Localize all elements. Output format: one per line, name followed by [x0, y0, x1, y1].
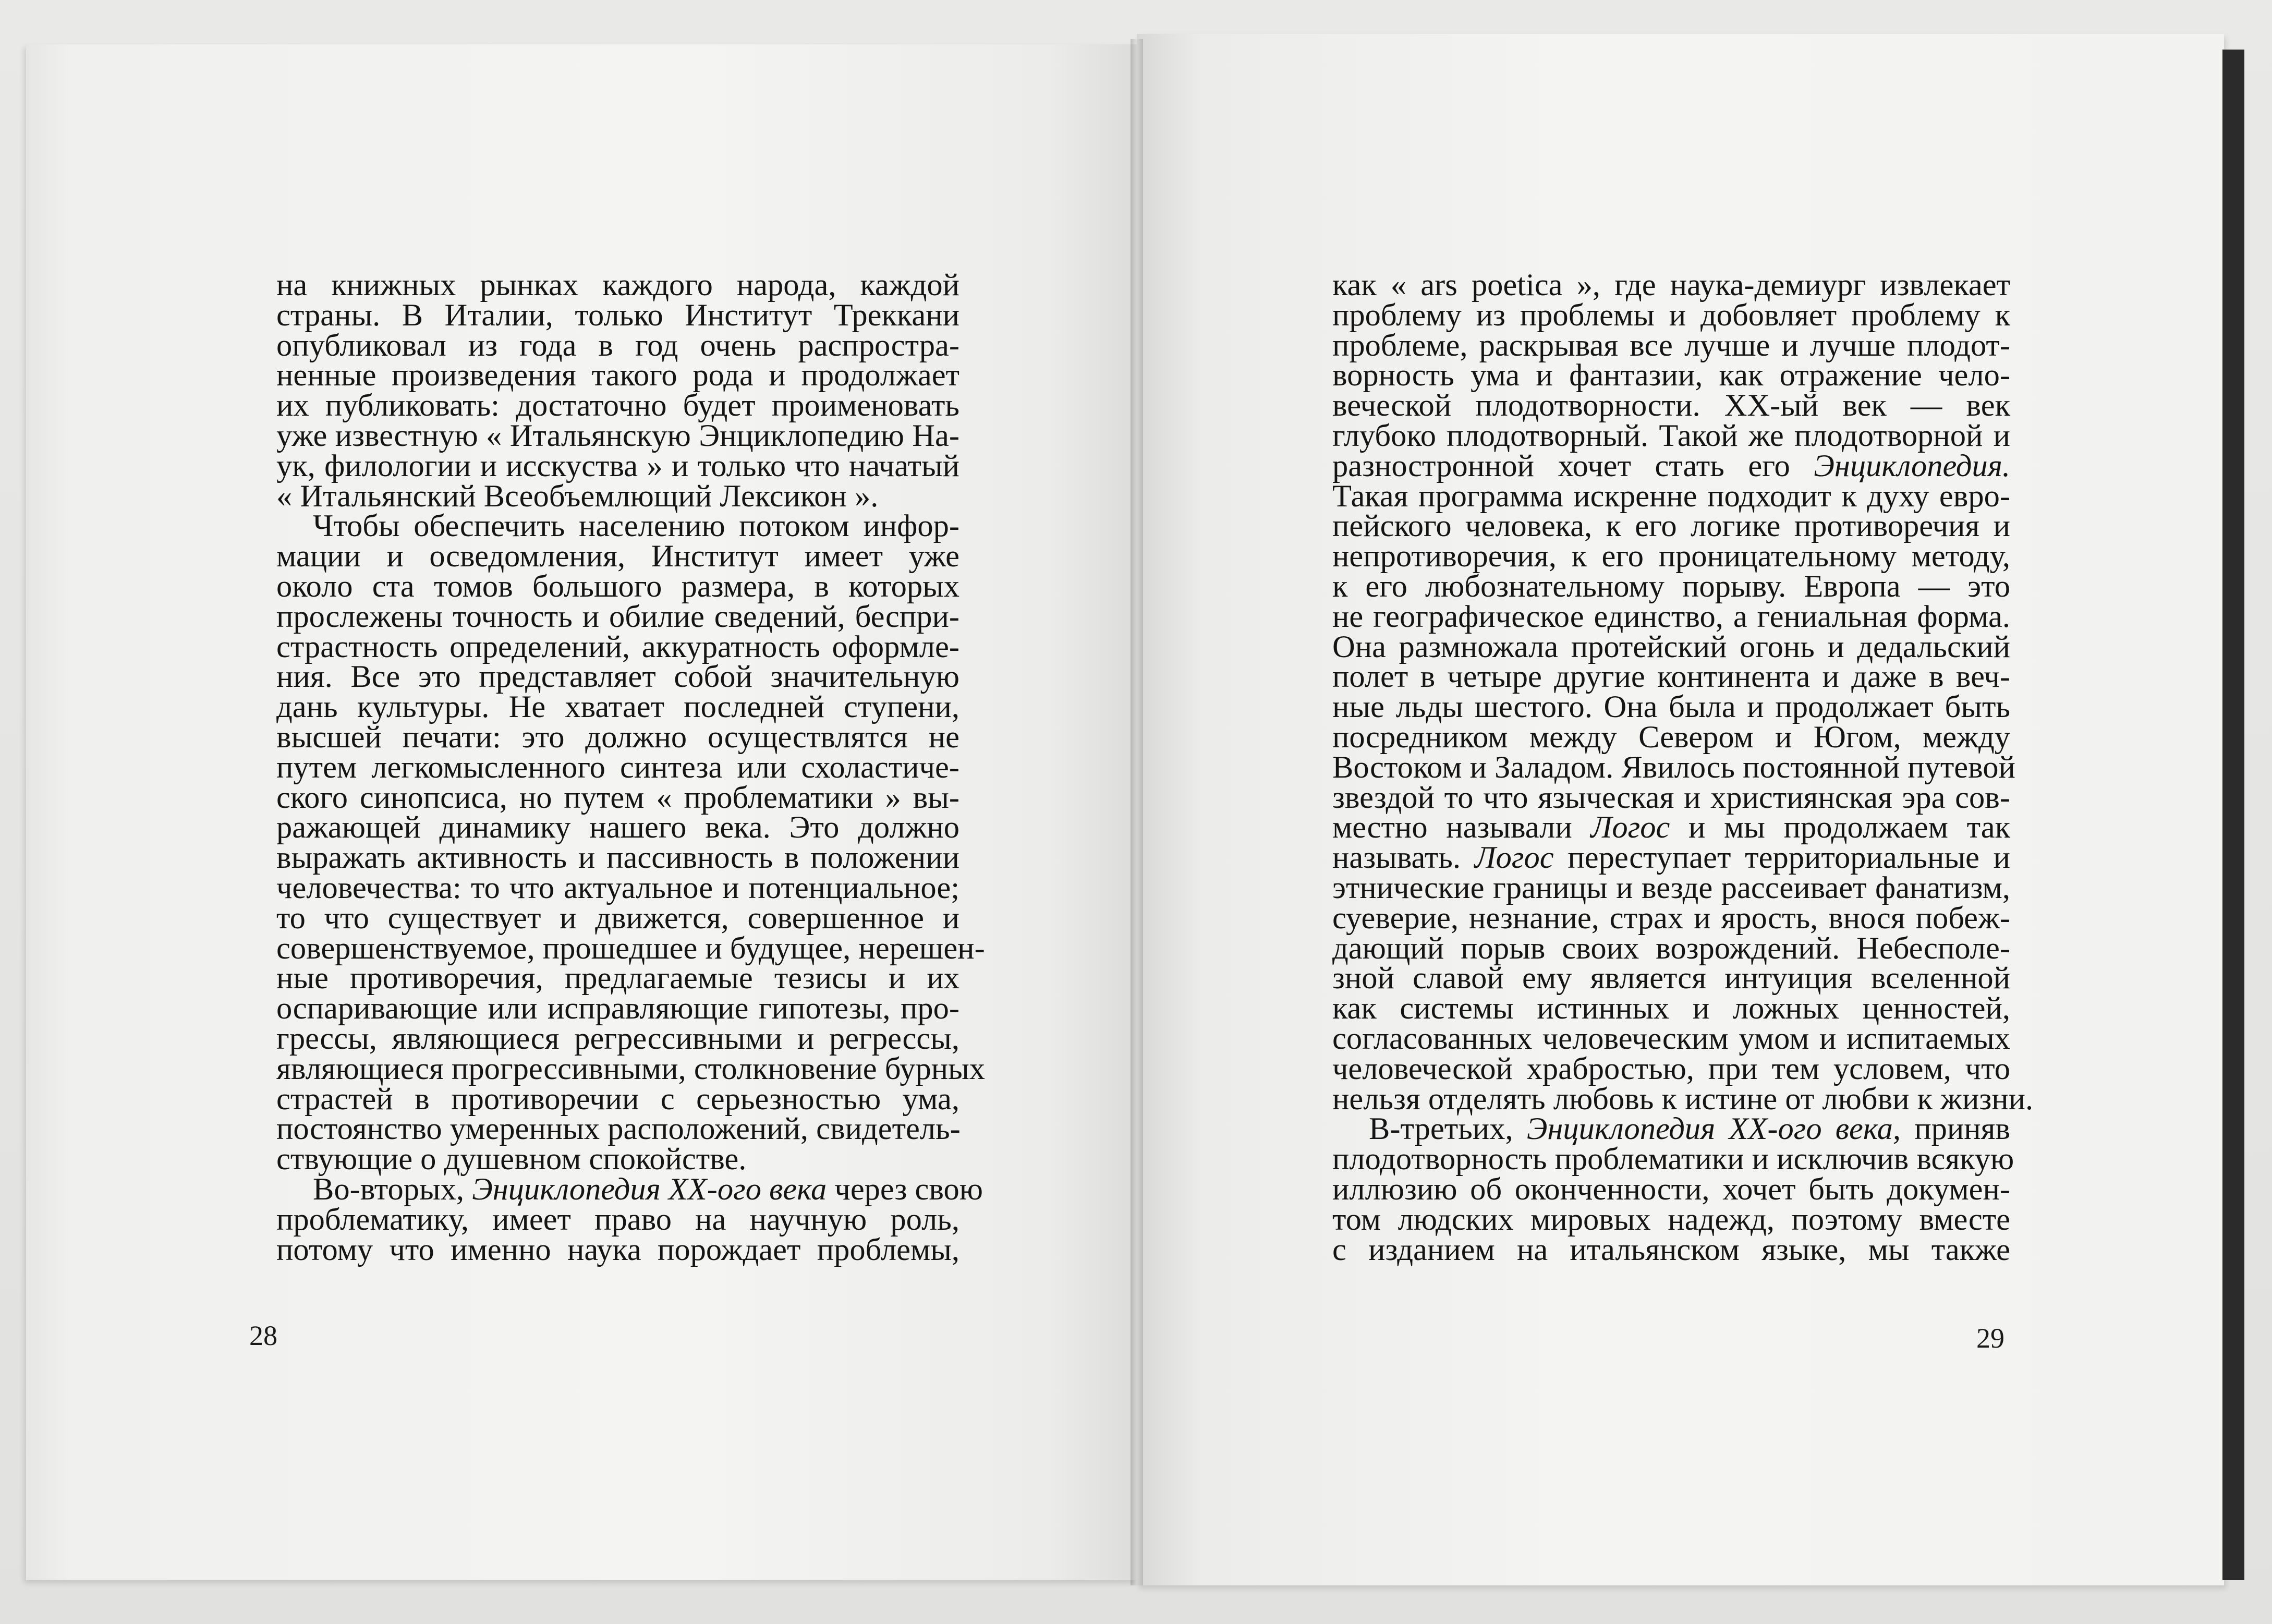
text-line: страстность определений, аккуратность оформле-	[276, 629, 959, 664]
text-line: согласованных человеческим умом и испитаемых	[1332, 1021, 2010, 1056]
text-line: то что существует и движется, совершенное и	[276, 900, 959, 936]
italic-title: Энциклопедия.	[1814, 448, 2010, 483]
text-line: нельзя отделять любовь к истине от любви к жизни.	[1332, 1081, 2034, 1117]
text-line: непротиворечия, к его проницательному методу,	[1332, 539, 2010, 574]
text-line: как « ars poetica », где наука-демиург извлекает	[1332, 268, 2010, 302]
text-line: путем легкомысленного синтеза или схоластиче-	[276, 749, 959, 785]
text-line: с изданием на итальянском языке, мы также	[1332, 1232, 2010, 1267]
text-line: мации и осведомления, Институт имеет уже	[276, 539, 959, 574]
text-line: Востоком и Заладом. Явилось постоянной путевой	[1332, 749, 2015, 785]
page-number-right: 29	[1976, 1323, 2004, 1354]
text-line: высшей печати: это должно осуществлятся не	[276, 719, 959, 755]
text-line	[1332, 1111, 2010, 1147]
text-line: глубоко плодотворный. Такой же плодотворной и	[1332, 418, 2010, 453]
text-line: постоянство умеренных расположений, свидетель-	[276, 1111, 961, 1147]
text-line: около ста томов большого размера, в которых	[276, 568, 959, 604]
text-line: не географическое единство, а гениальная форма.	[1332, 599, 2010, 634]
text-line: пейского человека, к его логике противоречия и	[1332, 508, 2010, 544]
text-fragment: через свою	[834, 1171, 983, 1207]
text-fragment: местно называли	[1332, 810, 1591, 845]
text-line: посредником между Севером и Югом, между	[1332, 719, 2010, 755]
text-line: зной славой ему является интуиция вселенной	[1332, 961, 2010, 996]
text-line: дающий порыв своих возрождений. Небесполе-	[1332, 930, 2010, 966]
text-line: потому что именно наука порождает проблемы,	[276, 1232, 959, 1267]
text-line: опубликовал из года в год очень распростра-	[276, 328, 959, 363]
text-line: оспаривающие или исправляющие гипотезы, про-	[276, 991, 959, 1026]
text-line: ского синопсиса, но путем « проблематики » вы-	[276, 780, 959, 815]
text-line	[1332, 810, 2011, 845]
text-line: грессы, являющиеся регрессивными и регрессы,	[276, 1021, 959, 1056]
text-line	[1332, 448, 2010, 483]
text-fragment: называть.	[1332, 840, 1475, 876]
text-line: иллюзию об оконченности, хочет быть докумен-	[1332, 1171, 2010, 1207]
text-line: ук, филологии и исскуства » и только что начатый	[276, 448, 959, 483]
text-line: Она размножала протейский огонь и дедальский	[1332, 629, 2010, 664]
text-line: этнические границы и везде рассеивает фанатизм,	[1332, 870, 2010, 905]
text-line: страстей в противоречии с серьезностью ума,	[276, 1081, 959, 1117]
text-line: являющиеся прогрессивными, столкновение бурных	[276, 1051, 986, 1086]
text-fragment: переступает территориальные и	[1553, 840, 2010, 876]
text-line: их публиковать: достаточно будет проименовать	[276, 388, 959, 423]
italic-word: Логос	[1474, 840, 1554, 876]
text-line: человеческой храбростью, при тем условем, что	[1332, 1051, 2010, 1086]
text-fragment: и мы продолжаем так	[1670, 810, 2011, 845]
text-fragment: Во-вторых,	[313, 1171, 472, 1207]
left-page-text	[276, 268, 986, 1267]
text-line: на книжных рынках каждого народа, каждой	[276, 268, 959, 302]
book-cover-edge	[2222, 50, 2244, 1580]
text-line: « Итальянский Всеобъемлющий Лексикон ».	[276, 478, 879, 514]
text-line: ненные произведения такого рода и продолжает	[276, 358, 959, 393]
text-line: ражающей динамику нашего века. Это должно	[276, 810, 959, 845]
text-line	[1332, 840, 2010, 876]
text-line	[276, 1171, 983, 1207]
book-gutter	[1131, 39, 1143, 1585]
italic-title: Энциклопедия XX-ого века,	[1526, 1111, 1901, 1147]
right-page-text	[1332, 268, 2034, 1267]
text-line: ствующие о душевном спокойстве.	[276, 1142, 747, 1177]
text-line: проблематику, имеет право на научную роль,	[276, 1202, 959, 1237]
page-number-left: 28	[249, 1320, 277, 1351]
italic-title: Энциклопедия XX-ого века	[472, 1171, 827, 1207]
text-line: полет в четыре другие континента и даже в веч-	[1332, 659, 2010, 695]
text-line: веческой плодотворности. XX-ый век — век	[1332, 388, 2010, 423]
text-line: том людских мировых надежд, поэтому вместе	[1332, 1202, 2010, 1237]
text-line: ния. Все это представляет собой значительную	[276, 659, 959, 695]
text-line: человечества: то что актуальное и потенциальное;	[276, 870, 959, 905]
text-line: проблему из проблемы и добовляет проблему к	[1332, 297, 2010, 333]
text-line: Такая программа искренне подходит к духу евро-	[1332, 478, 2010, 514]
text-line: звездой то что языческая и християнская эра сов-	[1332, 780, 2010, 815]
text-line: суеверие, незнание, страх и ярость, внося побеж-	[1332, 900, 2010, 936]
text-line: как системы истинных и ложных ценностей,	[1332, 991, 2010, 1026]
text-line: ворность ума и фантазии, как отражение чело-	[1332, 358, 2010, 393]
text-line: Чтобы обеспечить населению потоком инфор-	[313, 508, 959, 544]
text-line: совершенствуемое, прошедшее и будущее, нерешен-	[276, 930, 985, 966]
text-line: выражать активность и пассивность в положении	[276, 840, 959, 876]
text-line: плодотворность проблематики и исключив всякую	[1332, 1142, 2014, 1177]
text-line: к его любознательному порыву. Европа — это	[1332, 568, 2010, 604]
text-fragment: приняв	[1901, 1111, 2010, 1147]
text-line: прослежены точность и обилие сведений, беспри-	[276, 599, 959, 634]
italic-word: Логос	[1590, 810, 1670, 845]
text-fragment: В-третьих,	[1369, 1111, 1527, 1147]
text-line: ные льды шестого. Она была и продолжает быть	[1332, 689, 2010, 725]
text-line: проблеме, раскрывая все лучше и лучше плодот-	[1332, 328, 2010, 363]
text-line: дань культуры. Не хватает последней ступени,	[276, 689, 959, 725]
text-line: уже известную « Итальянскую Энциклопедию На-	[276, 418, 959, 453]
text-line: ные противоречия, предлагаемые тезисы и их	[276, 961, 959, 996]
text-fragment: разностронной хочет стать его	[1332, 448, 1814, 483]
text-line: страны. В Италии, только Институт Треккани	[276, 297, 959, 333]
